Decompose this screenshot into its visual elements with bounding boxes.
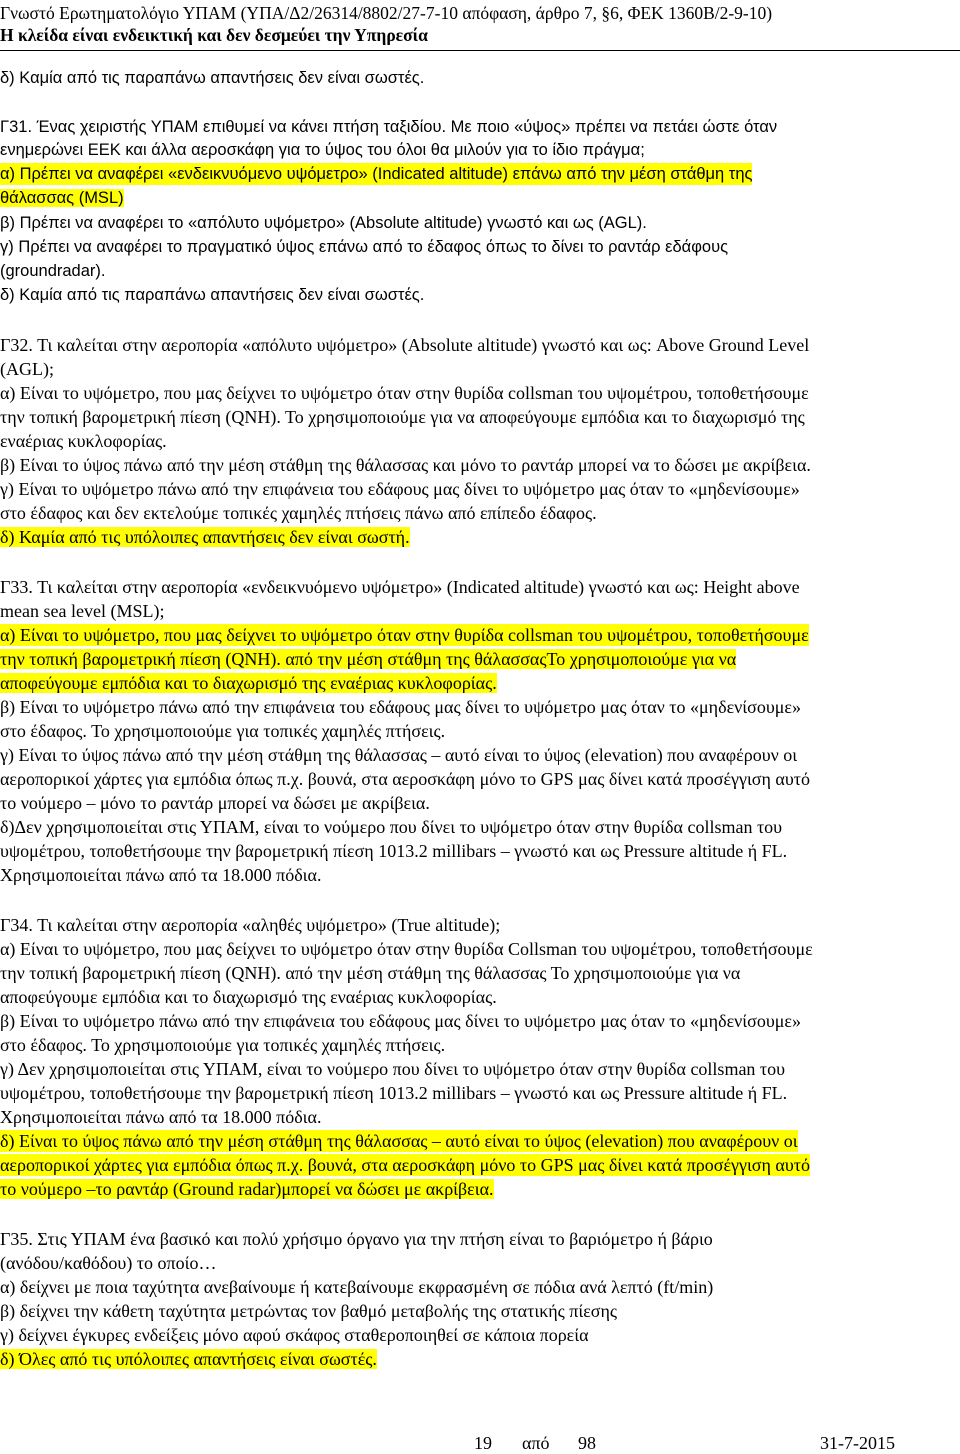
answer-line: στο έδαφος και δεν εκτελούμε τοπικές χαμηλές πτήσεις πάνω από επίπεδο έδαφος. [0,503,597,523]
answer-line: α) Είναι το υψόμετρο, που μας δείχνει το υψόμετρο όταν στην θυρίδα collsman του υψομέτρου, τοποθετήσουμε [0,383,809,403]
question-line: Γ32. Τι καλείται στην αεροπορία «απόλυτο υψόμετρο» (Absolute altitude) γνωστό και ως: Above Ground Level [0,335,810,355]
correct-answer-line [0,1348,377,1370]
answer-line: γ) Δεν χρησιμοποιείται στις ΥΠΑΜ, είναι το νούμερο που δίνει το υψόμετρο όταν στην θυρίδα collsman του [0,1059,786,1079]
correct-answer-line: δ) Είναι το ύψος πάνω από την μέση στάθμη της θάλασσας – αυτό είναι το ύψος (elevation) που αναφέρουν οι [0,1131,798,1151]
answer-line: αεροπορικοί χάρτες για εμπόδια όπως π.χ. βουνά, στα αεροσκάφη μόνο το GPS μας δίνει κατά προσέγγιση αυτό [0,769,810,789]
question-line: ενημερώνει ΕΕΚ και άλλα αεροσκάφη για το ύψος του όλοι θα μιλούν για το ίδιο πράγμα; [0,141,645,159]
answer-line: δ) Καμία από τις παραπάνω απαντήσεις δεν είναι σωστές. [0,286,425,304]
footer-date: 31-7-2015 [820,1433,895,1453]
answer-line: Χρησιμοποιείται πάνω από τα 18.000 πόδια. [0,1107,322,1127]
answer-line: (groundradar). [0,262,106,280]
correct-answer-line: α) Πρέπει να αναφέρει «ενδεικνυόμενο υψόμετρο» (Indicated altitude) επάνω από την μέση στάθμη της [0,165,753,183]
page-of-label: από [522,1433,550,1453]
answer-line: γ) Πρέπει να αναφέρει το πραγματικό ύψος επάνω από το έδαφος όπως το δίνει το ραντάρ εδάφους [0,238,729,256]
header-title: Γνωστό Ερωτηματολόγιο ΥΠΑΜ (ΥΠΑ/Δ2/26314/8802/27-7-10 απόφαση, άρθρο 7, §6, ΦΕΚ 1360Β/2-9-10) [0,3,773,23]
answer-line: β) Είναι το ύψος πάνω από την μέση στάθμη της θάλασσας και μόνο το ραντάρ μπορεί να το δώσει με ακρίβεια. [0,455,811,475]
highlighted-text: το νούμερο –το ραντάρ (Ground radar)μπορεί να δώσει με ακρίβεια. [0,1179,494,1199]
answer-line: υψομέτρου, τοποθετήσουμε την βαρομετρική πίεση 1013.2 millibars – γνωστό και ως Pressure altitude ή FL. [0,841,788,861]
answer-line: β) Είναι το υψόμετρο πάνω από την επιφάνεια του εδάφους μας δίνει το υψόμετρο μας όταν το «μηδενίσουμε» [0,697,801,717]
highlighted-text: δ) Καμία από τις υπόλοιπες απαντήσεις δεν είναι σωστή. [0,527,410,547]
answer-line: γ) Είναι το ύψος πάνω από την μέση στάθμη της θάλασσας – αυτό είναι το ύψος (elevation) που αναφέρουν οι [0,745,798,765]
correct-answer-line [0,672,497,694]
question-line: Γ35. Στις ΥΠΑΜ ένα βασικό και πολύ χρήσιμο όργανο για την πτήση είναι το βαριόμετρο ή βάριο [0,1229,713,1249]
answer-line: β) δείχνει την κάθετη ταχύτητα μετρώντας τον βαθμό μεταβολής της στατικής πίεσης [0,1301,618,1321]
answer-line: εναέριας κυκλοφορίας. [0,431,167,451]
answer-line: γ) δείχνει έγκυρες ενδείξεις μόνο αφού σκάφος σταθεροποιηθεί σε κάποια πορεία [0,1325,589,1345]
answer-line: α) δείχνει με ποια ταχύτητα ανεβαίνουμε ή κατεβαίνουμε εκφρασμένη σε πόδια ανά λεπτό (ft/min) [0,1277,714,1297]
answer-line: δ)Δεν χρησιμοποιείται στις ΥΠΑΜ, είναι το νούμερο που δίνει το υψόμετρο όταν στην θυρίδα collsman του [0,817,783,837]
question-line: Γ31. Ένας χειριστής ΥΠΑΜ επιθυμεί να κάνει πτήση ταξιδίου. Με ποιο «ύψος» πρέπει να πετάει ώστε όταν [0,118,778,136]
highlighted-text: δ) Όλες από τις υπόλοιπες απαντήσεις είναι σωστές. [0,1349,377,1369]
correct-answer-line [0,1178,494,1200]
question-line: Γ33. Τι καλείται στην αεροπορία «ενδεικνυόμενο υψόμετρο» (Indicated altitude) γνωστό και ως: Height above [0,577,800,597]
highlighted-text: την τοπική βαρομετρική πίεση (QNH). από την μέση στάθμη της θάλασσαςΤο χρησιμοποιούμε για να [0,649,737,669]
answer-line: το νούμερο – μόνο το ραντάρ μπορεί να δώσει με ακρίβεια. [0,793,430,813]
question-line: Γ34. Τι καλείται στην αεροπορία «αληθές υψόμετρο» (True altitude); [0,915,501,935]
answer-line: δ) Καμία από τις παραπάνω απαντήσεις δεν είναι σωστές. [0,69,425,87]
header-disclaimer: Η κλείδα είναι ενδεικτική και δεν δεσμεύει την Υπηρεσία [0,25,428,45]
question-line: (AGL); [0,359,54,379]
correct-answer-line [0,187,124,209]
correct-answer-line: α) Είναι το υψόμετρο, που μας δείχνει το υψόμετρο όταν στην θυρίδα collsman του υψομέτρου, τοποθετήσουμε [0,625,809,645]
highlighted-text: αποφεύγουμε εμπόδια και το διαχωρισμό της εναέριας κυκλοφορίας. [0,673,497,693]
page-number: 19 [474,1433,492,1453]
question-line: (ανόδου/καθόδου) το οποίο… [0,1253,217,1273]
answer-line: την τοπική βαρομετρική πίεση (QNH). από την μέση στάθμη της θάλασσας Το χρησιμοποιούμε για να [0,963,741,983]
correct-answer-line [0,648,736,670]
page-total: 98 [578,1433,596,1453]
answer-line: στο έδαφος. Το χρησιμοποιούμε για τοπικές χαμηλές πτήσεις. [0,721,446,741]
correct-answer-line [0,526,410,548]
answer-line: στο έδαφος. Το χρησιμοποιούμε για τοπικές χαμηλές πτήσεις. [0,1035,446,1055]
answer-line: Χρησιμοποιείται πάνω από τα 18.000 πόδια. [0,865,322,885]
answer-line: α) Είναι το υψόμετρο, που μας δείχνει το υψόμετρο όταν στην θυρίδα Collsman του υψομέτρου, τοποθετήσουμε [0,939,813,959]
answer-line: γ) Είναι το υψόμετρο πάνω από την επιφάνεια του εδάφους μας δίνει το υψόμετρο μας όταν το «μηδενίσουμε» [0,479,800,499]
answer-line: υψομέτρου, τοποθετήσουμε την βαρομετρική πίεση 1013.2 millibars – γνωστό και ως Pressure altitude ή FL. [0,1083,788,1103]
answer-line: β) Είναι το υψόμετρο πάνω από την επιφάνεια του εδάφους μας δίνει το υψόμετρο μας όταν το «μηδενίσουμε» [0,1011,801,1031]
correct-answer-line: αεροπορικοί χάρτες για εμπόδια όπως π.χ. βουνά, στα αεροσκάφη μόνο το GPS μας δίνει κατά προσέγγιση αυτό [0,1155,810,1175]
answer-line: αποφεύγουμε εμπόδια και το διαχωρισμό της εναέριας κυκλοφορίας. [0,987,497,1007]
question-line: mean sea level (MSL); [0,601,165,621]
page-header [0,2,960,51]
answer-line: β) Πρέπει να αναφέρει το «απόλυτο υψόμετρο» (Absolute altitude) γνωστό και ως (AGL). [0,214,647,232]
answer-line: την τοπική βαρομετρική πίεση (QNH). Το χρησιμοποιούμε για να αποφεύγουμε εμπόδια και το διαχωρισμό της [0,407,805,427]
highlighted-text: θάλασσας (MSL) [0,189,124,207]
